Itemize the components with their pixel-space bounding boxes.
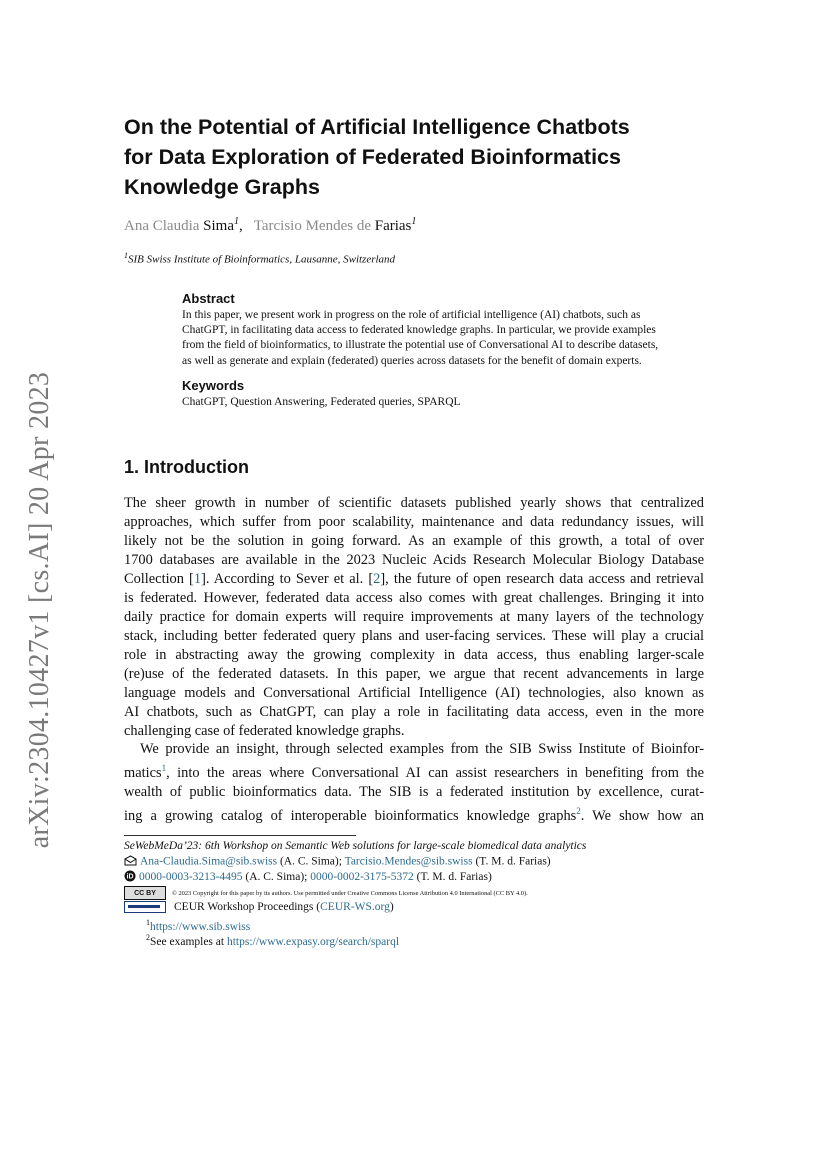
email-owner: (T. M. d. Farias) [472,855,551,868]
orcid-link[interactable]: 0000-0003-3213-4495 [139,871,243,884]
footnote-mark: 1 [146,918,150,927]
footnote-url[interactable]: https://www.expasy.org/search/sparql [226,935,400,948]
affiliation-mark: 1 [124,251,128,260]
line-text: ], the future of open research data access and retrieval [380,571,705,587]
cc-by-badge-icon: CC BY [124,886,166,900]
email-footnote [124,855,551,869]
email-owner: (A. C. Sima); [277,855,345,868]
introduction-paragraph-2 [124,740,704,826]
affiliation-text: SIB Swiss Institute of Bioinformatics, Lausanne, Switzerland [128,253,396,266]
footnote-text: See examples at [150,935,227,948]
ceur-text: CEUR Workshop Proceedings ( [174,901,321,913]
paragraph-line: challenging case of federated knowledge graphs. [124,723,405,739]
paragraph-line: stack, including better federated query plans and user-facing services. These will play a crucial [124,628,704,644]
line-text: ]. According to Sever et al. [ [201,571,374,587]
paragraph-line [124,759,704,783]
footnote-2 [146,933,399,948]
footnote-ref[interactable]: 2 [576,805,581,816]
envelope-icon [124,855,137,869]
line-text: Collection [ [124,571,194,587]
line-text: matics [124,764,162,781]
paragraph-line: AI chatbots, such as ChatGPT, can play a role in facilitating data access, even in the more [124,704,704,720]
author-2-surname: Farias [374,218,412,234]
orcid-icon [124,870,136,885]
keywords-heading: Keywords [182,378,245,393]
paragraph-line: language models and Conversational Artificial Intelligence (AI) technologies, also known as [124,685,704,701]
arxiv-identifier: arXiv:2304.10427v1 [cs.AI] 20 Apr 2023 [24,371,56,849]
orcid-footnote [124,870,492,885]
license-text: © 2023 Copyright for this paper by its authors. Use permitted under Creative Commons License Attribution 4.0 International (CC BY 4.0). [172,889,528,897]
footnote-1 [146,918,250,933]
line-text: , into the areas where Conversational AI can assist researchers in benefiting from the [166,764,704,781]
abstract-heading: Abstract [182,291,235,306]
paper-title [124,112,724,202]
abstract-line: ChatGPT, in facilitating data access to federated knowledge graphs. In particular, we provide examples [182,324,656,337]
line-text: ing a growing catalog of interoperable bioinformatics knowledge graphs [124,807,577,824]
footnote-mark: 2 [146,933,150,942]
paragraph-line: likely not be the solution in going forward. As an example of this growth, a total of over [124,533,704,549]
author-2-affiliation-mark: 1 [411,216,417,227]
orcid-owner: (T. M. d. Farias) [413,871,492,884]
paragraph-line: 1700 databases are available in the 2023 Nucleic Acids Research Molecular Biology Database [124,552,704,568]
footnote-url[interactable]: https://www.sib.swiss [150,920,251,933]
title-line: Knowledge Graphs [124,175,320,199]
email-link[interactable]: Ana-Claudia.Sima@sib.swiss [140,855,278,868]
introduction-heading: 1. Introduction [124,457,249,477]
paragraph-line [124,802,704,826]
paragraph-line: We provide an insight, through selected examples from the SIB Swiss Institute of Bioinfor- [140,741,704,757]
orcid-link[interactable]: 0000-0002-3175-5372 [310,871,414,884]
footnote-ref[interactable]: 1 [161,763,167,773]
author-2-given: Tarcisio Mendes de [253,218,371,234]
ceur-text: ) [389,901,394,913]
citation-link[interactable]: 1 [193,571,202,587]
arxiv-stamp [18,372,62,848]
paragraph-line: wealth of public bioinformatics data. The SIB is a federated institution by excellence, curat- [124,783,704,800]
author-1-given: Ana Claudia [124,218,200,234]
svg-text:iD: iD [126,873,134,881]
author-separator: , [239,218,243,234]
title-line: for Data Exploration of Federated Bioinformatics [124,145,621,169]
author-1-affiliation-mark: 1 [234,216,239,227]
abstract-line: In this paper, we present work in progress on the role of artificial intelligence (AI) chatbots, such as [182,309,641,321]
paragraph-line: approaches, which suffer from poor scalability, maintenance and data redundancy issues, will [124,514,704,530]
keywords-section [182,378,710,410]
ceur-link[interactable]: CEUR-WS.org [320,901,390,913]
abstract-line: from the field of bioinformatics, to illustrate the potential use of Conversational AI to describe datasets, [182,339,659,352]
abstract-line: as well as generate and explain (federated) queries across datasets for the benefit of domain experts. [182,354,642,367]
footnote-divider [124,835,356,836]
paragraph-line [124,570,704,589]
workshop-footnote: SeWebMeDa’23: 6th Workshop on Semantic Web solutions for large-scale biomedical data analytics [124,840,587,852]
paragraph-line: (re)use of the federated datasets. In this paper, we argue that recent advancements in large [124,666,704,682]
paragraph-line: role in abstracting away the growing complexity in data access, thus enabling larger-scale [124,647,704,663]
paragraph-line: The sheer growth in number of scientific datasets published yearly shows that centralized [124,495,704,511]
introduction-paragraph-1 [124,494,704,741]
citation-link[interactable]: 2 [373,571,381,587]
abstract-section [182,291,710,369]
title-line: On the Potential of Artificial Intelligence Chatbots [124,115,630,139]
paragraph-line: daily practice for domain experts will require improvements at many layers of the technology [124,609,704,625]
orcid-owner: (A. C. Sima); [242,871,311,884]
license-footnote [124,886,528,900]
abstract-text [182,308,710,369]
line-text: . We show how an [580,807,704,824]
ceur-logo-icon [124,901,166,913]
paragraph-line: is federated. However, federated data access also comes with great challenges. Bringing it into [124,590,704,606]
keywords-text: ChatGPT, Question Answering, Federated queries, SPARQL [182,396,461,408]
email-link[interactable]: Tarcisio.Mendes@sib.swiss [344,855,473,868]
author-list [124,216,416,235]
ceur-footnote [124,901,394,913]
author-1-surname: Sima [203,218,234,234]
affiliation [124,251,395,266]
